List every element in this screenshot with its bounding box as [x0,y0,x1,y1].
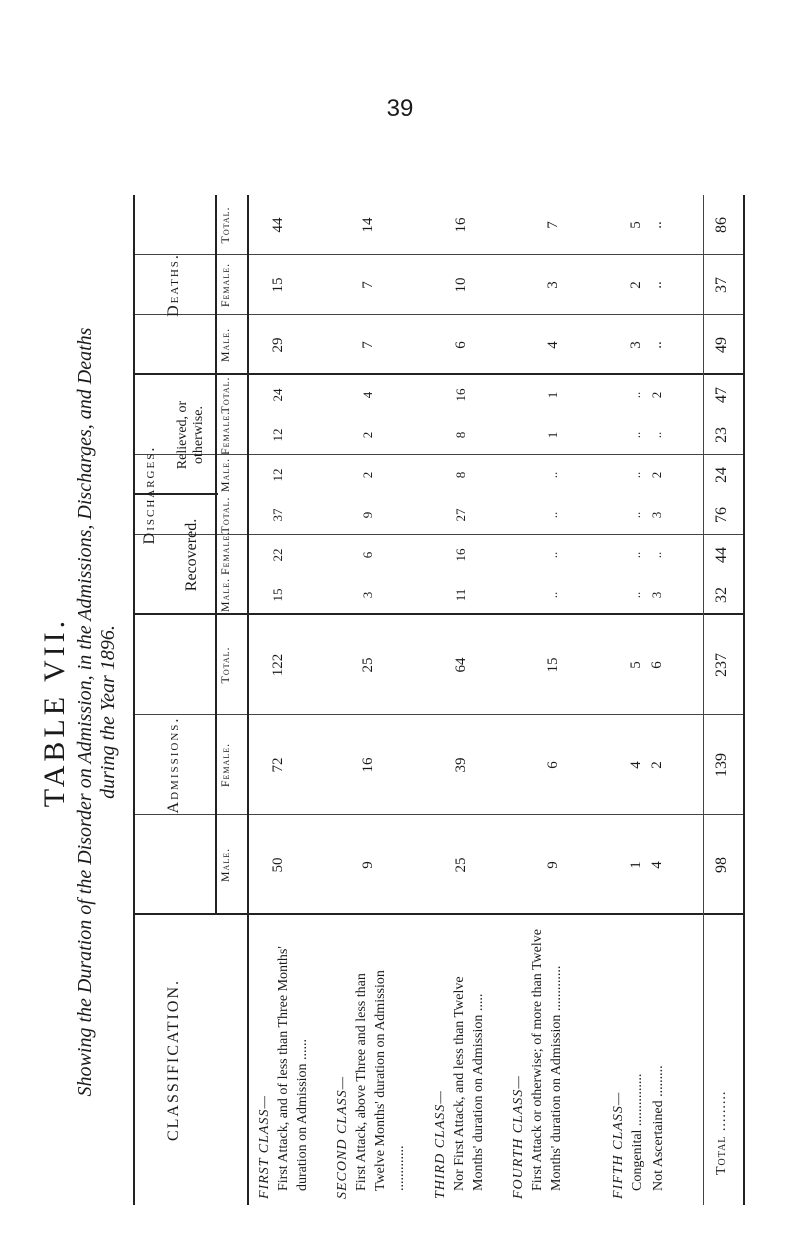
total-deaths-female: 37 [713,277,730,293]
relieved-male: .. [628,471,643,479]
total-recovered-male: 32 [713,587,730,603]
header-discharges: Discharges. [141,445,158,545]
relieved-total: 2 [649,391,664,399]
deaths-total: 16 [453,217,469,233]
class-description: First Attack, above Three and less than Twelve Months' duration on Admission ............. [354,970,407,1191]
admissions-female: 39 [453,757,469,773]
class-label [255,929,312,1199]
admissions-total: 25 [360,657,376,673]
header-admissions: Admissions. [165,716,182,814]
total-recovered-female: 44 [713,547,730,563]
admissions-female: 4 [628,761,644,769]
deaths-female: 10 [453,277,469,293]
class-description: Not Ascertained ......... [651,1065,666,1191]
deaths-total: 44 [270,217,286,233]
total-relieved-total: 47 [713,387,730,403]
recovered-total: 27 [453,508,468,522]
recovered-total: 37 [270,508,285,522]
relieved-female: 2 [360,431,375,439]
class-label [333,929,409,1199]
class-label [649,929,668,1199]
col-relieved-female: Female. [218,410,232,455]
class-description: First Attack or otherwise; of more than Twelve Months' duration on Admission ............. [530,929,564,1191]
relieved-total: .. [628,391,643,399]
col-admissions-male: Male. [218,847,232,883]
deaths-female: 7 [360,281,376,289]
header-recovered: Recovered. [183,518,200,592]
total-admissions-total: 237 [713,653,730,677]
col-admissions-total: Total. [218,646,232,684]
recovered-male: 3 [360,591,375,599]
class-name: FIRST CLASS— [257,1095,272,1199]
col-deaths-female: Female. [218,262,232,308]
relieved-male: 12 [270,468,285,482]
recovered-female: .. [545,551,560,559]
rotated-table-page [40,192,800,1232]
col-deaths-male: Male. [218,327,232,363]
relieved-total: 24 [270,388,285,402]
deaths-total: 5 [628,221,644,229]
header-classification: CLASSIFICATION. [165,979,182,1142]
recovered-total: 3 [649,511,664,519]
total-label: Total ......... [714,1090,729,1175]
duration-table [133,195,745,1205]
recovered-male: 15 [270,588,285,602]
class-description: Nor First Attack, and less than Twelve Months' duration on Admission ..... [452,976,486,1191]
class-label [509,929,566,1199]
deaths-male: .. [649,341,665,349]
deaths-male: 3 [628,341,644,349]
recovered-male: .. [545,591,560,599]
total-admissions-female: 139 [713,753,730,777]
relieved-total: 4 [360,391,375,399]
header-relieved: Relieved, or otherwise. [175,400,206,470]
recovered-female: 6 [360,551,375,559]
relieved-total: 1 [545,391,560,399]
deaths-male: 6 [453,341,469,349]
relieved-male: 2 [649,471,664,479]
total-relieved-male: 24 [713,467,730,483]
deaths-total: 7 [545,221,561,229]
deaths-total: 14 [360,217,376,233]
recovered-female: .. [649,551,664,559]
total-deaths-total: 86 [713,217,730,233]
table-title: TABLE VII. [38,616,71,808]
admissions-female: 16 [360,757,376,773]
recovered-total: 9 [360,511,375,519]
admissions-total: 6 [649,661,665,669]
relieved-male: 2 [360,471,375,479]
recovered-male: .. [628,591,643,599]
relieved-male: .. [545,471,560,479]
col-deaths-total: Total. [218,206,232,244]
rule [703,195,704,1205]
page-number: 39 [386,95,414,122]
class-description: First Attack, and of less than Three Months' duration on Admission ...... [276,946,310,1191]
class-name: FIFTH CLASS— [611,1091,626,1199]
deaths-female: 2 [628,281,644,289]
class-name: FOURTH CLASS— [511,1075,526,1199]
total-relieved-female: 23 [713,427,730,443]
class-label [609,929,647,1199]
class-description: Congenital ............... [630,1073,645,1191]
header-deaths: Deaths. [165,253,182,317]
recovered-male: 3 [649,591,664,599]
recovered-total: .. [545,511,560,519]
relieved-female: .. [649,431,664,439]
recovered-male: 11 [453,588,468,602]
deaths-female: 15 [270,277,286,293]
recovered-female: 22 [270,548,285,562]
admissions-male: 25 [453,857,469,873]
deaths-male: 29 [270,337,286,353]
col-recovered-total: Total. [218,496,232,534]
recovered-female: .. [628,551,643,559]
table-subtitle-line1: Showing the Duration of the Disorder on Admission, in the Admissions, Discharges, and Deaths [74,327,96,1097]
deaths-female: 3 [545,281,561,289]
table-subtitle-line2: during the Year 1896. [97,625,119,799]
col-relieved-total: Total. [218,376,232,414]
rule [247,195,249,1205]
class-name: SECOND CLASS— [335,1075,350,1199]
deaths-male: 7 [360,341,376,349]
rule [215,195,217,915]
admissions-total: 5 [628,661,644,669]
admissions-male: 9 [545,861,561,869]
relieved-female: .. [628,431,643,439]
total-admissions-male: 98 [713,857,730,873]
relieved-male: 8 [453,471,468,479]
col-relieved-male: Male. [218,457,232,493]
deaths-female: .. [649,281,665,289]
relieved-female: 8 [453,431,468,439]
class-name: THIRD CLASS— [433,1090,448,1199]
relieved-female: 1 [545,431,560,439]
total-recovered-total: 76 [713,507,730,523]
recovered-total: .. [628,511,643,519]
deaths-male: 4 [545,341,561,349]
admissions-male: 9 [360,861,376,869]
admissions-total: 64 [453,657,469,673]
relieved-female: 12 [270,428,285,442]
recovered-female: 16 [453,548,468,562]
admissions-total: 15 [545,657,561,673]
admissions-total: 122 [270,653,286,677]
admissions-male: 4 [649,861,665,869]
admissions-male: 50 [270,857,286,873]
col-admissions-female: Female. [218,742,232,788]
col-recovered-female: Female. [218,530,232,575]
col-recovered-male: Male. [218,577,232,613]
deaths-total: .. [649,221,665,229]
admissions-male: 1 [628,861,644,869]
admissions-female: 2 [649,761,665,769]
relieved-total: 16 [453,388,468,402]
admissions-female: 6 [545,761,561,769]
total-deaths-male: 49 [713,337,730,353]
class-label [431,929,488,1199]
admissions-female: 72 [270,757,286,773]
